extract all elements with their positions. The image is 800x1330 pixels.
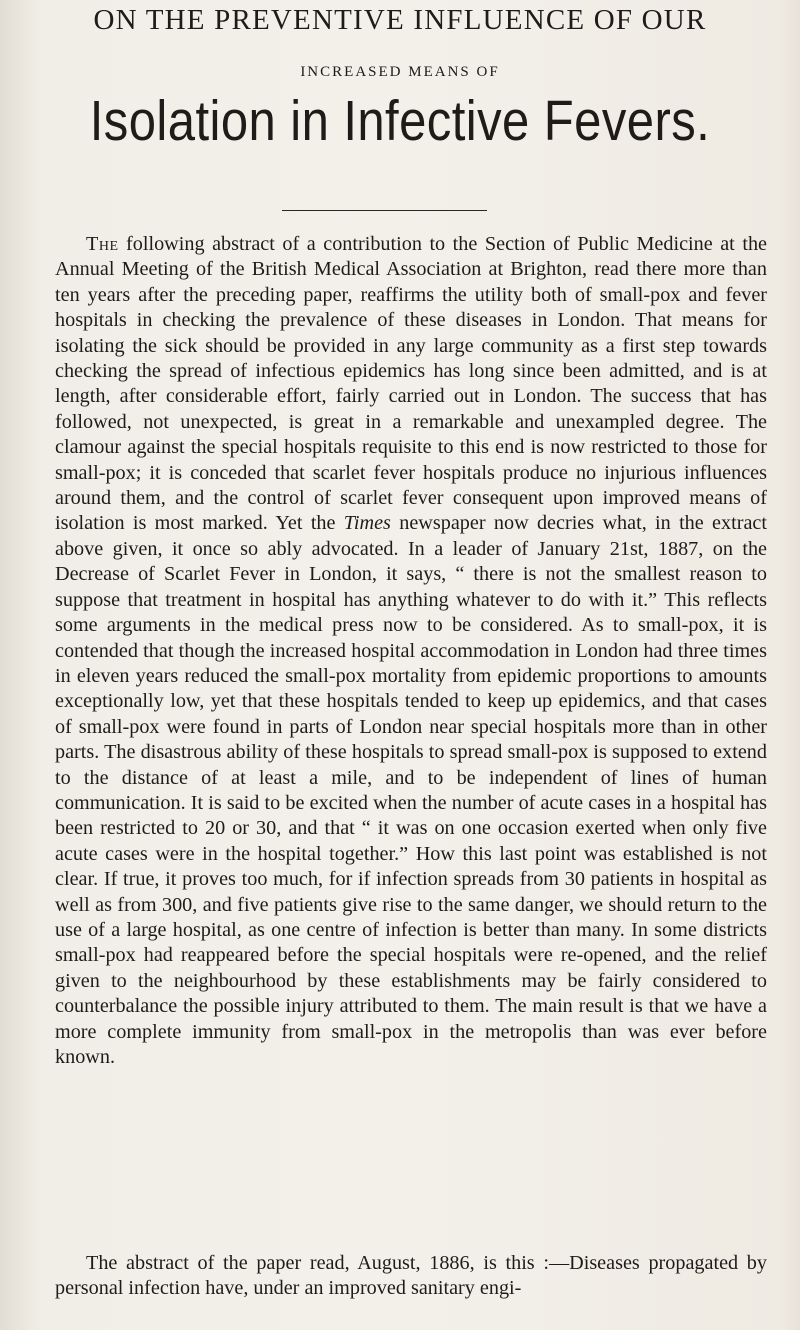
title-divider <box>282 210 487 211</box>
body-paragraph-2: The abstract of the paper read, August, 1886, is this :—Diseases propagated by personal infection have, under an improved sanitary engi- <box>55 1252 767 1300</box>
subheading: INCREASED MEANS OF <box>300 64 500 80</box>
running-heading: ON THE PREVENTIVE INFLUENCE OF OUR <box>93 4 707 36</box>
article-title: Isolation in Infective Fevers. <box>89 89 711 153</box>
paragraph-1-text-b: newspaper now decries what, in the extract above given, it once so ably advocated. In a leader of January 21st, 1887, on the Decrease of Scarlet Fever in London, it says, “ there is not the smallest reason to suppose that treatment in hospital has anything whatever to do with it.” This reflects some arguments in the medical press now to be considered. As to small-pox, it is contended that though the increased hospital accommodation in London had three times in eleven years reduced the small-pox mortality from epidemic proportions to amounts exceptionally low, yet that these hospitals tended to keep up epidemics, and that cases of small-pox were found in parts of London near special hospitals more than in other parts. The disastrous ability of these hospitals to spread small-pox is supposed to extend to the distance of at least a mile, and to be independent of lines of human communication. It is said to be excited when the number of acute cases in a hospital has been restricted to 20 or 30, and that “ it was on one occasion exerted when only five acute cases were in the hospital together.” How this last point was established is not clear. If true, it proves too much, for if infection spreads from 30 patients in hospital as well as from 300, and five patients give rise to the same danger, we should return to the use of a large hospital, as one centre of infection is better than many. In some districts small-pox had reappeared before the special hospitals were re-opened, and the relief given to the neighbourhood by these establishments may be fairly considered to counterbalance the possible injury attributed to them. The main result is that we have a more complete immunity from small-pox in the metropolis than was ever before known. <box>55 512 767 1068</box>
body-paragraph-1 <box>55 232 767 1070</box>
times-newspaper-name: Times <box>343 512 391 535</box>
paragraph-1-text-a: following abstract of a contribution to the Section of Public Medicine at the Annual Meeting of the British Medical Association at Brighton, read there more than ten years after the preceding paper, reaffirms the utility both of small-pox and fever hospitals in checking the prevalence of these diseases in London. That means for isolating the sick should be provided in any large community as a first step towards checking the spread of infectious epidemics has long since been admitted, and is at length, after considerable effort, fairly carried out in London. The success that has followed, not unexpected, is great in a remarkable and unexampled degree. The clamour against the special hospitals requisite to this end is now restricted to those for small-pox; it is conceded that scarlet fever hospitals produce no injurious influences around them, and the control of scarlet fever consequent upon improved means of isolation is most marked. Yet the <box>55 233 767 535</box>
drop-lead-word: The <box>86 233 119 255</box>
